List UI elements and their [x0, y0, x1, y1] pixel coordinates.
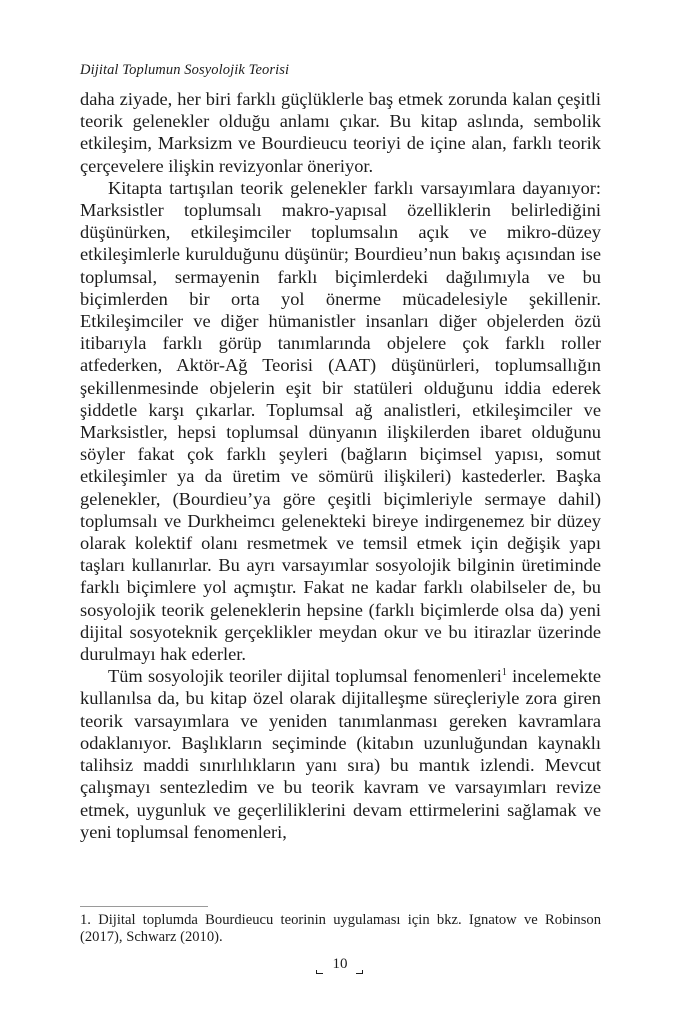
page-number-bracket-right — [356, 970, 363, 974]
page-number: 10 — [332, 956, 348, 972]
paragraph-3 — [80, 665, 601, 843]
paragraph-2: Kitapta tartışılan teorik gelenekler farklı varsayımlara dayanıyor: Marksistler toplumsalı makro-yapısal özelliklerin belirlediğini düşünürken, etkileşimciler toplumsalın açık ve mikro-düzey etkileşimlerle kurulduğunu düşünür; Bourdieu’nun bakış açısından ise toplumsal, sermayenin farklı biçimlerdeki dağılımıyla ve bu biçimlerden bir orta yol önerme mücadelesiyle şekillenir. Etkileşimciler ve diğer hümanistler insanları diğer objelerden özü itibarıyla farklı görüp tanımlarında objelere çok farklı roller atfederken, Aktör-Ağ Teorisi (AAT) düşünürleri, toplumsallığın şekillenmesinde objelerin eşit bir statüleri olduğunu iddia ederek şiddetle karşı çıkarlar. Toplumsal ağ analistleri, etkileşimciler ve Marksistler, hepsi toplumsal dünyanın ilişkilerden ibaret olduğunu söyler fakat çok farklı şeyleri (bağların biçimsel yapısı, somut etkileşimler ya da üretim ve sömürü ilişkileri) kastederler. Başka gelenekler, (Bourdieu’ya göre çeşitli biçimleriyle sermaye dahil) toplumsalı ve Durkheimcı gelenekteki bireye indirgenemez bir düzey olarak kolektif olanı resmetmek ve temsil etmek için değişik yapı taşları kullanırlar. Bu ayrı varsayımlar sosyolojik bilginin üretiminde farklı biçimlere yol açmıştır. Fakat ne kadar farklı olabilseler de, bu sosyolojik teorik geleneklerin hepsine (farklı biçimlerde olsa da) yeni dijital sosyoteknik gerçeklikler meydan okur ve bu itirazlar üzerinde durulmayı hak ederler. — [80, 177, 601, 665]
paragraph-3-rest: incelemekte kullanılsa da, bu kitap özel olarak dijitalleşme süreçleriyle zora giren teorik varsayımlara ve yeniden tanımlanması gereken kavramlara odaklanıyor. Başlıkların seçiminde (kitabın uzunluğundan kaynaklı talihsiz maddi sınırlılıkların yanı sıra) bu mantık izlendi. Mevcut çalışmayı sentezledim ve bu teorik kavram ve varsayımları revize etmek, uygunluk ve geçerliliklerini devam ettirmelerini sağlamak ve yeni toplumsal fenomenleri, — [80, 666, 601, 842]
paragraph-1: daha ziyade, her biri farklı güçlüklerle baş etmek zorunda kalan çeşitli teorik gelenekler olduğu anlamı çıkar. Bu kitap aslında, sembolik etkileşim, Marksizm ve Bourdieucu teoriyi de içine alan, farklı teorik çerçevelere ilişkin revizyonlar öneriyor. — [80, 89, 601, 176]
footnote: 1. Dijital toplumda Bourdieucu teorinin uygulaması için bkz. Ignatow ve Robinson (2017), Schwarz (2010). — [80, 912, 601, 945]
footnote-divider — [80, 906, 208, 907]
paragraph-3-start: Tüm sosyolojik teoriler dijital toplumsal fenomenleri — [108, 666, 502, 687]
footnote-reference: 1 — [501, 667, 507, 679]
body-text — [80, 88, 601, 843]
running-header: Dijital Toplumun Sosyolojik Teorisi — [80, 62, 290, 78]
